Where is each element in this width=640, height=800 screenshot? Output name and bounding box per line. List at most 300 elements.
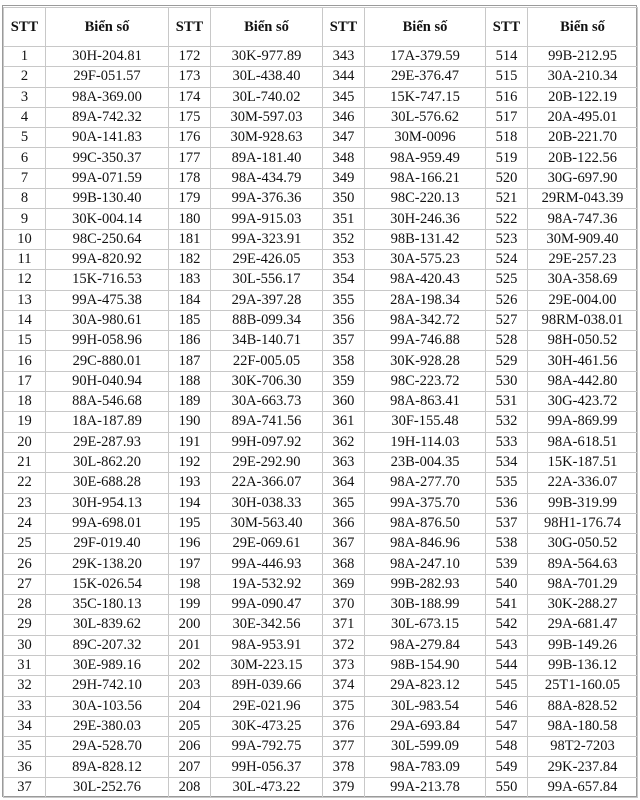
plate-cell: 29C-880.01 <box>46 351 169 371</box>
plate-cell: 98A-247.10 <box>365 554 486 574</box>
plate-cell: 99A-792.75 <box>211 737 323 757</box>
table-row <box>4 737 638 757</box>
stt-cell: 204 <box>169 696 211 716</box>
plate-cell: 30H-954.13 <box>46 493 169 513</box>
plate-cell: 30L-599.09 <box>365 737 486 757</box>
plate-cell: 30F-155.48 <box>365 412 486 432</box>
stt-cell: 352 <box>323 229 365 249</box>
plate-cell: 99A-869.99 <box>528 412 638 432</box>
plate-cell: 98H-050.52 <box>528 331 638 351</box>
stt-cell: 172 <box>169 47 211 67</box>
stt-cell: 355 <box>323 290 365 310</box>
stt-cell: 525 <box>486 270 528 290</box>
table-header <box>4 8 638 47</box>
stt-cell: 375 <box>323 696 365 716</box>
plate-cell: 98A-166.21 <box>365 168 486 188</box>
plate-cell: 99A-915.03 <box>211 209 323 229</box>
stt-cell: 359 <box>323 371 365 391</box>
plate-cell: 28A-198.34 <box>365 290 486 310</box>
plate-cell: 30A-210.34 <box>528 67 638 87</box>
stt-cell: 372 <box>323 635 365 655</box>
stt-cell: 351 <box>323 209 365 229</box>
plate-cell: 29E-004.00 <box>528 290 638 310</box>
plate-cell: 30K-004.14 <box>46 209 169 229</box>
plate-cell: 98C-223.72 <box>365 371 486 391</box>
plate-cell: 30L-556.17 <box>211 270 323 290</box>
plate-cell: 30K-706.30 <box>211 371 323 391</box>
table-row <box>4 47 638 67</box>
plate-cell: 98A-959.49 <box>365 148 486 168</box>
plate-cell: 22F-005.05 <box>211 351 323 371</box>
plate-cell: 89C-207.32 <box>46 635 169 655</box>
stt-cell: 348 <box>323 148 365 168</box>
stt-cell: 176 <box>169 128 211 148</box>
table-row <box>4 189 638 209</box>
plate-cell: 99A-090.47 <box>211 595 323 615</box>
header-stt: STT <box>323 8 365 47</box>
plate-cell: 99A-375.70 <box>365 493 486 513</box>
table-row <box>4 67 638 87</box>
plate-cell: 30M-909.40 <box>528 229 638 249</box>
stt-cell: 5 <box>4 128 46 148</box>
plate-cell: 89A-564.63 <box>528 554 638 574</box>
stt-cell: 542 <box>486 615 528 635</box>
stt-cell: 202 <box>169 655 211 675</box>
plate-cell: 20A-495.01 <box>528 107 638 127</box>
stt-cell: 374 <box>323 676 365 696</box>
stt-cell: 208 <box>169 777 211 797</box>
plate-cell: 89A-828.12 <box>46 757 169 777</box>
stt-cell: 358 <box>323 351 365 371</box>
stt-cell: 23 <box>4 493 46 513</box>
stt-cell: 205 <box>169 716 211 736</box>
stt-cell: 175 <box>169 107 211 127</box>
stt-cell: 379 <box>323 777 365 797</box>
stt-cell: 530 <box>486 371 528 391</box>
plate-cell: 30A-663.73 <box>211 392 323 412</box>
plate-cell: 29E-287.93 <box>46 432 169 452</box>
plate-cell: 30B-188.99 <box>365 595 486 615</box>
table-row <box>4 148 638 168</box>
stt-cell: 531 <box>486 392 528 412</box>
stt-cell: 182 <box>169 249 211 269</box>
stt-cell: 522 <box>486 209 528 229</box>
plate-cell: 98A-369.00 <box>46 87 169 107</box>
stt-cell: 181 <box>169 229 211 249</box>
plate-cell: 99A-475.38 <box>46 290 169 310</box>
plate-cell: 20B-221.70 <box>528 128 638 148</box>
stt-cell: 26 <box>4 554 46 574</box>
plate-cell: 15K-747.15 <box>365 87 486 107</box>
stt-cell: 532 <box>486 412 528 432</box>
plate-cell: 99A-071.59 <box>46 168 169 188</box>
stt-cell: 369 <box>323 574 365 594</box>
plate-cell: 30K-473.25 <box>211 716 323 736</box>
plate-cell: 15K-716.53 <box>46 270 169 290</box>
plate-cell: 90H-040.94 <box>46 371 169 391</box>
plate-cell: 29E-257.23 <box>528 249 638 269</box>
stt-cell: 548 <box>486 737 528 757</box>
stt-cell: 194 <box>169 493 211 513</box>
table-row <box>4 493 638 513</box>
plate-cell: 88B-099.34 <box>211 310 323 330</box>
plate-cell: 22A-336.07 <box>528 473 638 493</box>
plate-cell: 29A-693.84 <box>365 716 486 736</box>
stt-cell: 186 <box>169 331 211 351</box>
table-row <box>4 757 638 777</box>
plate-cell: 30H-038.33 <box>211 493 323 513</box>
plate-cell: 98T2-7203 <box>528 737 638 757</box>
plate-cell: 99A-323.91 <box>211 229 323 249</box>
plate-cell: 98A-846.96 <box>365 534 486 554</box>
stt-cell: 12 <box>4 270 46 290</box>
table-row <box>4 392 638 412</box>
stt-cell: 344 <box>323 67 365 87</box>
plate-cell: 15K-026.54 <box>46 574 169 594</box>
plate-cell: 29E-021.96 <box>211 696 323 716</box>
stt-cell: 368 <box>323 554 365 574</box>
plate-cell: 30L-862.20 <box>46 452 169 472</box>
plate-cell: 98A-863.41 <box>365 392 486 412</box>
table-row <box>4 595 638 615</box>
table-row <box>4 371 638 391</box>
stt-cell: 528 <box>486 331 528 351</box>
stt-cell: 524 <box>486 249 528 269</box>
stt-cell: 526 <box>486 290 528 310</box>
stt-cell: 550 <box>486 777 528 797</box>
plate-cell: 30H-204.81 <box>46 47 169 67</box>
plate-cell: 98A-747.36 <box>528 209 638 229</box>
stt-cell: 350 <box>323 189 365 209</box>
stt-cell: 534 <box>486 452 528 472</box>
stt-cell: 346 <box>323 107 365 127</box>
stt-cell: 378 <box>323 757 365 777</box>
table-row <box>4 716 638 736</box>
plate-cell: 89A-742.32 <box>46 107 169 127</box>
plate-cell: 98A-342.72 <box>365 310 486 330</box>
plate-cell: 30L-983.54 <box>365 696 486 716</box>
plate-cell: 23B-004.35 <box>365 452 486 472</box>
plate-cell: 99B-149.26 <box>528 635 638 655</box>
header-stt: STT <box>169 8 211 47</box>
plate-cell: 30L-673.15 <box>365 615 486 635</box>
table-row <box>4 87 638 107</box>
stt-cell: 6 <box>4 148 46 168</box>
stt-cell: 354 <box>323 270 365 290</box>
stt-cell: 183 <box>169 270 211 290</box>
stt-cell: 35 <box>4 737 46 757</box>
plate-cell: 30E-688.28 <box>46 473 169 493</box>
stt-cell: 543 <box>486 635 528 655</box>
stt-cell: 10 <box>4 229 46 249</box>
stt-cell: 19 <box>4 412 46 432</box>
stt-cell: 32 <box>4 676 46 696</box>
plate-cell: 30L-473.22 <box>211 777 323 797</box>
table-row <box>4 615 638 635</box>
plate-cell: 98A-434.79 <box>211 168 323 188</box>
stt-cell: 376 <box>323 716 365 736</box>
stt-cell: 185 <box>169 310 211 330</box>
stt-cell: 544 <box>486 655 528 675</box>
plate-cell: 29E-376.47 <box>365 67 486 87</box>
stt-cell: 29 <box>4 615 46 635</box>
stt-cell: 173 <box>169 67 211 87</box>
plate-cell: 98A-876.50 <box>365 513 486 533</box>
plate-cell: 30A-358.69 <box>528 270 638 290</box>
stt-cell: 33 <box>4 696 46 716</box>
table-row <box>4 777 638 797</box>
plate-cell: 29A-681.47 <box>528 615 638 635</box>
plate-cell: 98A-279.84 <box>365 635 486 655</box>
stt-cell: 27 <box>4 574 46 594</box>
stt-cell: 195 <box>169 513 211 533</box>
stt-cell: 193 <box>169 473 211 493</box>
plate-cell: 98H1-176.74 <box>528 513 638 533</box>
stt-cell: 546 <box>486 696 528 716</box>
plate-cell: 29RM-043.39 <box>528 189 638 209</box>
table-row <box>4 534 638 554</box>
plate-cell: 30L-252.76 <box>46 777 169 797</box>
stt-cell: 356 <box>323 310 365 330</box>
plate-cell: 22A-366.07 <box>211 473 323 493</box>
stt-cell: 366 <box>323 513 365 533</box>
plate-cell: 19A-532.92 <box>211 574 323 594</box>
stt-cell: 200 <box>169 615 211 635</box>
plate-cell: 30E-342.56 <box>211 615 323 635</box>
stt-cell: 539 <box>486 554 528 574</box>
plate-cell: 99A-820.92 <box>46 249 169 269</box>
plate-cell: 19H-114.03 <box>365 432 486 452</box>
table-row <box>4 452 638 472</box>
plate-cell: 89H-039.66 <box>211 676 323 696</box>
plate-cell: 30L-740.02 <box>211 87 323 107</box>
stt-cell: 541 <box>486 595 528 615</box>
plate-cell: 29A-528.70 <box>46 737 169 757</box>
plate-cell: 99B-212.95 <box>528 47 638 67</box>
plate-cell: 30M-223.15 <box>211 655 323 675</box>
stt-cell: 207 <box>169 757 211 777</box>
plate-cell: 30A-575.23 <box>365 249 486 269</box>
table-row <box>4 513 638 533</box>
stt-cell: 360 <box>323 392 365 412</box>
stt-cell: 4 <box>4 107 46 127</box>
plate-cell: 20B-122.19 <box>528 87 638 107</box>
table-row <box>4 473 638 493</box>
header-stt: STT <box>4 8 46 47</box>
stt-cell: 14 <box>4 310 46 330</box>
table-row <box>4 635 638 655</box>
stt-cell: 7 <box>4 168 46 188</box>
stt-cell: 523 <box>486 229 528 249</box>
stt-cell: 196 <box>169 534 211 554</box>
plate-cell: 29E-069.61 <box>211 534 323 554</box>
plate-cell: 30K-288.27 <box>528 595 638 615</box>
plate-cell: 98A-277.70 <box>365 473 486 493</box>
plate-cell: 90A-141.83 <box>46 128 169 148</box>
plate-cell: 30M-597.03 <box>211 107 323 127</box>
stt-cell: 536 <box>486 493 528 513</box>
table-row <box>4 229 638 249</box>
stt-cell: 37 <box>4 777 46 797</box>
stt-cell: 201 <box>169 635 211 655</box>
stt-cell: 180 <box>169 209 211 229</box>
plate-cell: 98RM-038.01 <box>528 310 638 330</box>
plate-cell: 30H-461.56 <box>528 351 638 371</box>
stt-cell: 199 <box>169 595 211 615</box>
stt-cell: 191 <box>169 432 211 452</box>
stt-cell: 365 <box>323 493 365 513</box>
stt-cell: 349 <box>323 168 365 188</box>
stt-cell: 516 <box>486 87 528 107</box>
table-row <box>4 696 638 716</box>
plate-cell: 30L-839.62 <box>46 615 169 635</box>
stt-cell: 343 <box>323 47 365 67</box>
plate-cell: 98A-180.58 <box>528 716 638 736</box>
stt-cell: 20 <box>4 432 46 452</box>
stt-cell: 519 <box>486 148 528 168</box>
stt-cell: 198 <box>169 574 211 594</box>
plate-cell: 99H-097.92 <box>211 432 323 452</box>
stt-cell: 190 <box>169 412 211 432</box>
stt-cell: 22 <box>4 473 46 493</box>
stt-cell: 527 <box>486 310 528 330</box>
plate-cell: 99A-446.93 <box>211 554 323 574</box>
plate-cell: 30K-928.28 <box>365 351 486 371</box>
table-row <box>4 107 638 127</box>
stt-cell: 31 <box>4 655 46 675</box>
stt-cell: 28 <box>4 595 46 615</box>
plate-cell: 98B-131.42 <box>365 229 486 249</box>
stt-cell: 192 <box>169 452 211 472</box>
stt-cell: 371 <box>323 615 365 635</box>
plate-cell: 98A-953.91 <box>211 635 323 655</box>
plate-cell: 98B-154.90 <box>365 655 486 675</box>
plate-cell: 30L-438.40 <box>211 67 323 87</box>
plate-cell: 30M-0096 <box>365 128 486 148</box>
stt-cell: 547 <box>486 716 528 736</box>
plate-cell: 99A-698.01 <box>46 513 169 533</box>
stt-cell: 17 <box>4 371 46 391</box>
plate-cell: 30L-576.62 <box>365 107 486 127</box>
stt-cell: 30 <box>4 635 46 655</box>
stt-cell: 13 <box>4 290 46 310</box>
table-row <box>4 655 638 675</box>
plate-cell: 29E-292.90 <box>211 452 323 472</box>
stt-cell: 370 <box>323 595 365 615</box>
stt-cell: 520 <box>486 168 528 188</box>
stt-cell: 16 <box>4 351 46 371</box>
header-plate: Biển số <box>365 8 486 47</box>
header-plate: Biển số <box>211 8 323 47</box>
table-row <box>4 331 638 351</box>
plate-cell: 29E-426.05 <box>211 249 323 269</box>
plate-cell: 29A-823.12 <box>365 676 486 696</box>
table-row <box>4 290 638 310</box>
stt-cell: 540 <box>486 574 528 594</box>
stt-cell: 538 <box>486 534 528 554</box>
plate-cell: 30A-103.56 <box>46 696 169 716</box>
header-stt: STT <box>486 8 528 47</box>
table-row <box>4 249 638 269</box>
plate-cell: 29K-138.20 <box>46 554 169 574</box>
plate-cell: 29K-237.84 <box>528 757 638 777</box>
plate-cell: 99H-056.37 <box>211 757 323 777</box>
table-row <box>4 128 638 148</box>
plate-cell: 30G-423.72 <box>528 392 638 412</box>
stt-cell: 2 <box>4 67 46 87</box>
plate-cell: 98C-250.64 <box>46 229 169 249</box>
plate-cell: 98A-442.80 <box>528 371 638 391</box>
table-row <box>4 432 638 452</box>
plate-cell: 99H-058.96 <box>46 331 169 351</box>
table-row <box>4 168 638 188</box>
license-plate-table <box>3 7 638 798</box>
plate-cell: 89A-741.56 <box>211 412 323 432</box>
table-row <box>4 209 638 229</box>
plate-cell: 30G-050.52 <box>528 534 638 554</box>
stt-cell: 357 <box>323 331 365 351</box>
plate-cell: 30E-989.16 <box>46 655 169 675</box>
plate-cell: 99C-350.37 <box>46 148 169 168</box>
plate-cell: 15K-187.51 <box>528 452 638 472</box>
plate-cell: 30M-928.63 <box>211 128 323 148</box>
plate-cell: 30A-980.61 <box>46 310 169 330</box>
stt-cell: 535 <box>486 473 528 493</box>
stt-cell: 363 <box>323 452 365 472</box>
plate-cell: 29F-051.57 <box>46 67 169 87</box>
plate-cell: 88A-546.68 <box>46 392 169 412</box>
stt-cell: 197 <box>169 554 211 574</box>
table-row <box>4 574 638 594</box>
header-plate: Biển số <box>528 8 638 47</box>
stt-cell: 25 <box>4 534 46 554</box>
plate-cell: 88A-828.52 <box>528 696 638 716</box>
plate-cell: 99A-376.36 <box>211 189 323 209</box>
plate-cell: 99B-282.93 <box>365 574 486 594</box>
plate-cell: 99B-130.40 <box>46 189 169 209</box>
plate-cell: 99B-319.99 <box>528 493 638 513</box>
plate-cell: 89A-181.40 <box>211 148 323 168</box>
stt-cell: 353 <box>323 249 365 269</box>
stt-cell: 362 <box>323 432 365 452</box>
plate-cell: 99B-136.12 <box>528 655 638 675</box>
plate-cell: 98C-220.13 <box>365 189 486 209</box>
header-row <box>4 8 638 47</box>
stt-cell: 21 <box>4 452 46 472</box>
stt-cell: 18 <box>4 392 46 412</box>
plate-cell: 30H-246.36 <box>365 209 486 229</box>
stt-cell: 3 <box>4 87 46 107</box>
stt-cell: 518 <box>486 128 528 148</box>
stt-cell: 1 <box>4 47 46 67</box>
table-row <box>4 676 638 696</box>
stt-cell: 364 <box>323 473 365 493</box>
table-row <box>4 351 638 371</box>
stt-cell: 529 <box>486 351 528 371</box>
stt-cell: 9 <box>4 209 46 229</box>
plate-cell: 98A-618.51 <box>528 432 638 452</box>
plate-cell: 99A-213.78 <box>365 777 486 797</box>
plate-cell: 98A-783.09 <box>365 757 486 777</box>
stt-cell: 377 <box>323 737 365 757</box>
stt-cell: 515 <box>486 67 528 87</box>
stt-cell: 545 <box>486 676 528 696</box>
stt-cell: 367 <box>323 534 365 554</box>
stt-cell: 373 <box>323 655 365 675</box>
stt-cell: 11 <box>4 249 46 269</box>
stt-cell: 8 <box>4 189 46 209</box>
plate-cell: 25T1-160.05 <box>528 676 638 696</box>
